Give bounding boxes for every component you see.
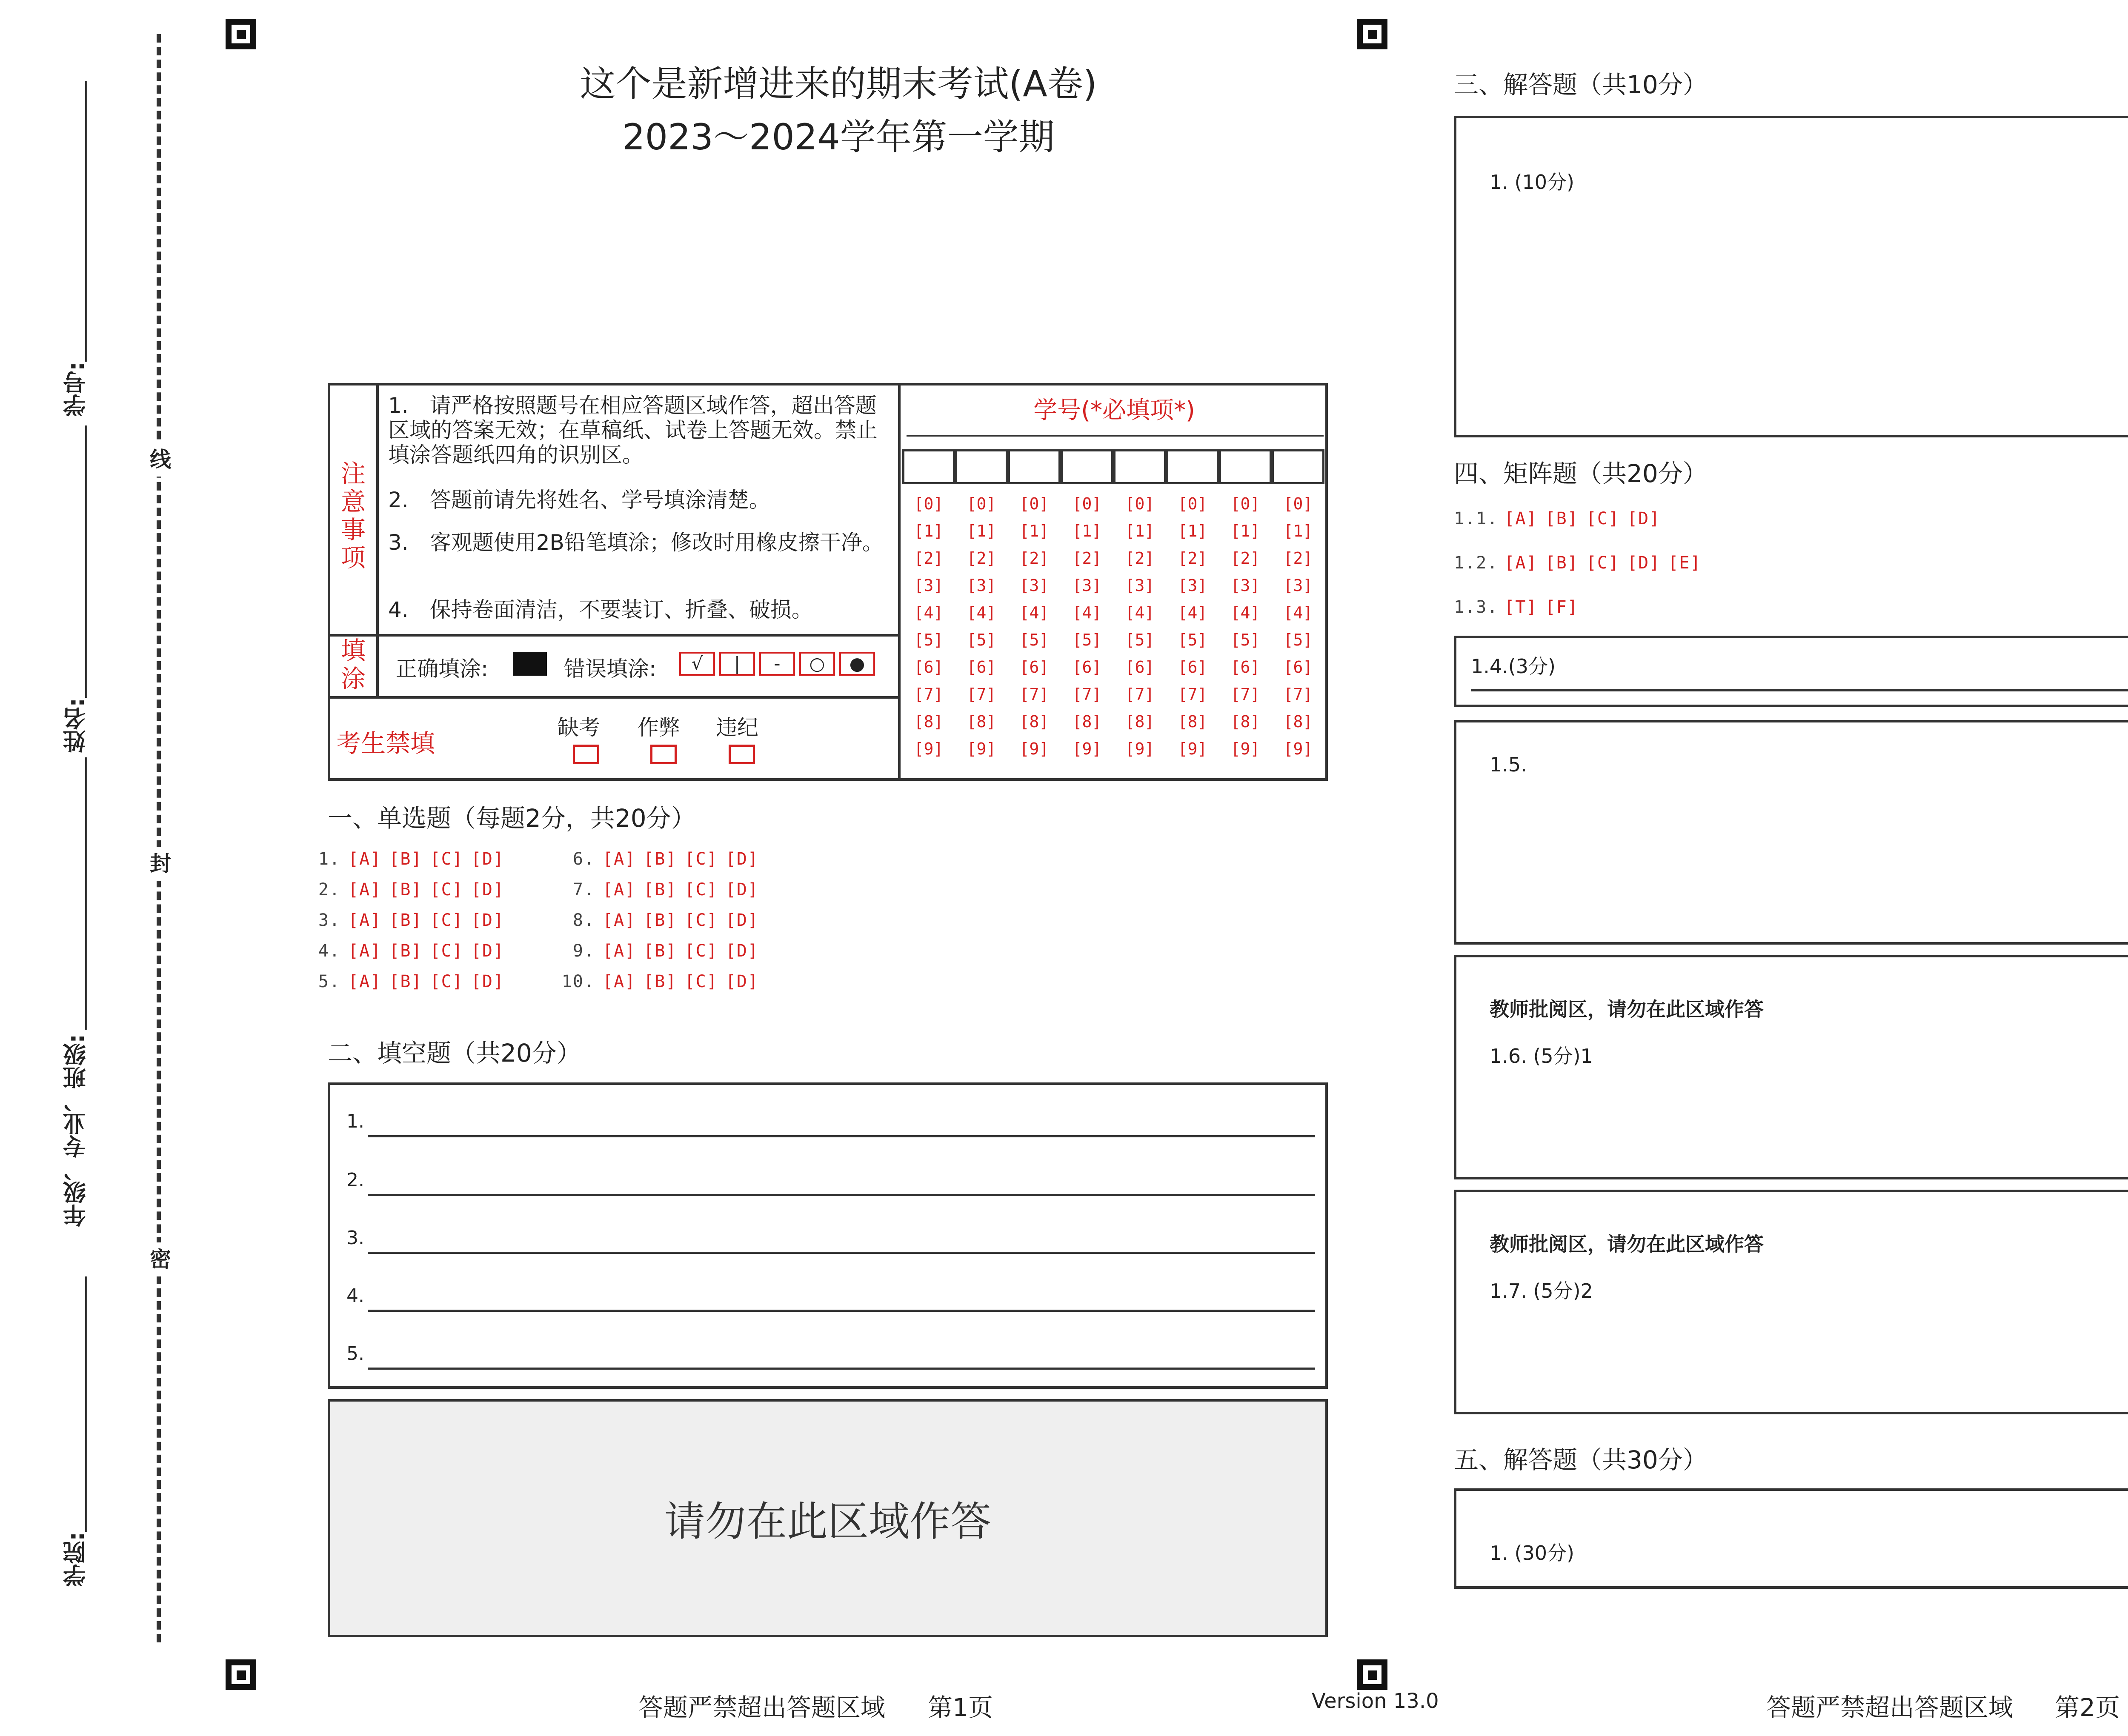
student-id-bubble[interactable]: [3] bbox=[1019, 576, 1049, 595]
student-id-bubble[interactable]: [3] bbox=[1283, 576, 1313, 595]
single-choice-option[interactable]: [C] bbox=[430, 941, 463, 961]
binding-mark-seal: 封 bbox=[150, 847, 169, 881]
student-id-bubble[interactable]: [4] bbox=[1283, 603, 1313, 622]
section3-q1-label: 1. (10分) bbox=[1490, 171, 1574, 194]
student-id-bubble[interactable]: [7] bbox=[1019, 685, 1049, 704]
single-choice-option[interactable]: [D] bbox=[471, 849, 504, 869]
student-id-digit-box[interactable] bbox=[902, 449, 955, 484]
student-id-bubble[interactable]: [6] bbox=[1230, 658, 1260, 677]
student-id-bubble-column bbox=[1166, 490, 1219, 762]
section5-q1-label: 1. (30分) bbox=[1490, 1542, 1574, 1565]
single-choice-option[interactable]: [D] bbox=[725, 941, 759, 961]
matrix-q1-1-option-d[interactable]: [D] bbox=[1627, 509, 1661, 528]
student-id-bubble[interactable]: [6] bbox=[1072, 658, 1102, 677]
single-choice-option[interactable]: [A] bbox=[348, 911, 382, 930]
single-choice-option[interactable]: [B] bbox=[389, 849, 423, 869]
student-id-field-label: 学号: bbox=[63, 362, 89, 417]
forbidden-cheat-label: 作弊 bbox=[638, 715, 680, 740]
single-choice-option[interactable]: [C] bbox=[430, 880, 463, 899]
blank-2-label: 2. bbox=[346, 1169, 364, 1191]
section5-title: 五、解答题（共30分） bbox=[1454, 1445, 1708, 1474]
college-field-line[interactable] bbox=[85, 1276, 87, 1532]
section3-answer-box[interactable] bbox=[1454, 116, 2128, 437]
student-id-bubble-column bbox=[1272, 490, 1324, 762]
class-field-label: 年级、专业、班级: bbox=[63, 1034, 89, 1227]
student-id-bubble[interactable]: [7] bbox=[967, 685, 996, 704]
footer-right-page: 第2页 bbox=[2055, 1693, 2120, 1722]
section3-title: 三、解答题（共10分） bbox=[1454, 70, 1708, 99]
matrix-q1-3-option-f[interactable]: [F] bbox=[1545, 597, 1579, 617]
forbidden-cheat-box[interactable] bbox=[650, 745, 677, 764]
matrix-q1-1-option-a[interactable]: [A] bbox=[1504, 509, 1538, 528]
notice-item-2: 2. 答题前请先将姓名、学号填涂清楚。 bbox=[388, 488, 770, 512]
student-id-bubble[interactable]: [2] bbox=[1019, 549, 1049, 568]
student-id-bubble[interactable]: [2] bbox=[967, 549, 996, 568]
student-id-bubble[interactable]: [0] bbox=[1178, 494, 1207, 513]
student-id-bubble[interactable]: [9] bbox=[914, 740, 944, 758]
single-choice-option[interactable]: [A] bbox=[603, 941, 636, 961]
version-text: Version 13.0 bbox=[1312, 1689, 1439, 1713]
single-choice-row bbox=[306, 941, 512, 961]
blank-4-label: 4. bbox=[346, 1285, 364, 1307]
student-id-bubble[interactable]: [9] bbox=[1230, 740, 1260, 758]
student-id-digit-box[interactable] bbox=[1008, 449, 1061, 484]
single-choice-number: 9. bbox=[572, 941, 595, 961]
blank-1-line[interactable] bbox=[368, 1135, 1315, 1137]
notice-item-1: 1. 请严格按照题号在相应答题区域作答，超出答题区域的答案无效；在草稿纸、试卷上答题无效。禁止填涂答题纸四角的识别区。 bbox=[388, 393, 878, 467]
student-id-digit-box[interactable] bbox=[1113, 449, 1166, 484]
single-choice-option[interactable]: [D] bbox=[725, 972, 759, 991]
fill-wrong-sample-5: ● bbox=[839, 652, 875, 676]
blank-2-line[interactable] bbox=[368, 1194, 1315, 1196]
matrix-q1-6-teacher-note: 教师批阅区，请勿在此区域作答 bbox=[1490, 998, 1764, 1021]
student-id-bubble[interactable]: [6] bbox=[1125, 658, 1155, 677]
section4-title: 四、矩阵题（共20分） bbox=[1454, 459, 1708, 488]
single-choice-option[interactable]: [B] bbox=[389, 911, 423, 930]
single-choice-option[interactable]: [B] bbox=[644, 911, 677, 930]
student-id-digit-box[interactable] bbox=[1272, 449, 1324, 484]
footer-left-page: 第1页 bbox=[928, 1693, 993, 1722]
matrix-q1-2-option-b[interactable]: [B] bbox=[1545, 553, 1579, 573]
single-choice-option[interactable]: [C] bbox=[430, 849, 463, 869]
matrix-q1-1-option-b[interactable]: [B] bbox=[1545, 509, 1579, 528]
matrix-q1-3-number: 1.3. bbox=[1454, 597, 1499, 617]
student-id-bubble[interactable]: [0] bbox=[1019, 494, 1049, 513]
single-choice-option[interactable]: [B] bbox=[644, 849, 677, 869]
student-id-bubble[interactable]: [0] bbox=[1072, 494, 1102, 513]
single-choice-option[interactable]: [C] bbox=[684, 849, 718, 869]
single-choice-option[interactable]: [D] bbox=[471, 941, 504, 961]
student-id-digit-box[interactable] bbox=[1061, 449, 1113, 484]
single-choice-option[interactable]: [B] bbox=[644, 972, 677, 991]
single-choice-row bbox=[306, 911, 512, 930]
single-choice-option[interactable]: [C] bbox=[430, 972, 463, 991]
student-id-bubble[interactable]: [8] bbox=[914, 712, 944, 731]
single-choice-option[interactable]: [B] bbox=[389, 880, 423, 899]
section2-title: 二、填空题（共20分） bbox=[328, 1039, 581, 1068]
matrix-q1-1-row bbox=[1454, 509, 1668, 528]
college-field-label: 学院: bbox=[63, 1532, 89, 1587]
fill-wrong-sample-4: ○ bbox=[799, 652, 835, 676]
student-id-bubble[interactable]: [7] bbox=[1125, 685, 1155, 704]
student-id-bubble[interactable]: [4] bbox=[1125, 603, 1155, 622]
forbidden-absent-label: 缺考 bbox=[558, 715, 600, 740]
student-id-bubble[interactable]: [7] bbox=[914, 685, 944, 704]
student-id-bubble[interactable]: [8] bbox=[967, 712, 996, 731]
binding-dashed-line bbox=[157, 34, 161, 1642]
matrix-q1-3-row bbox=[1454, 597, 1586, 617]
student-id-bubble[interactable]: [8] bbox=[1283, 712, 1313, 731]
forbidden-violation-box[interactable] bbox=[729, 745, 755, 764]
student-id-bubble[interactable]: [1] bbox=[967, 522, 996, 540]
matrix-q1-4-line[interactable] bbox=[1471, 689, 2128, 691]
single-choice-option[interactable]: [C] bbox=[684, 972, 718, 991]
single-choice-option[interactable]: [C] bbox=[684, 911, 718, 930]
student-id-bubble-column bbox=[1008, 490, 1061, 762]
student-id-bubble[interactable]: [5] bbox=[914, 631, 944, 649]
single-choice-number: 10. bbox=[561, 972, 595, 991]
single-choice-row bbox=[306, 849, 512, 869]
single-choice-option[interactable]: [A] bbox=[603, 972, 636, 991]
student-id-bubble[interactable]: [6] bbox=[1283, 658, 1313, 677]
single-choice-option[interactable]: [D] bbox=[725, 880, 759, 899]
notice-item-3: 3. 客观题使用2B铅笔填涂；修改时用橡皮擦干净。 bbox=[388, 530, 884, 555]
single-choice-row bbox=[548, 972, 767, 991]
student-id-digit-box[interactable] bbox=[1219, 449, 1272, 484]
no-answer-area-text: 请勿在此区域作答 bbox=[664, 1498, 991, 1545]
single-choice-row bbox=[548, 880, 767, 899]
student-id-bubble[interactable]: [3] bbox=[967, 576, 996, 595]
student-id-bubble[interactable]: [1] bbox=[1178, 522, 1207, 540]
blank-5-label: 5. bbox=[346, 1343, 364, 1365]
info-box-divider bbox=[898, 383, 901, 781]
single-choice-number: 1. bbox=[318, 849, 340, 869]
matrix-q1-2-option-e[interactable]: [E] bbox=[1668, 553, 1702, 573]
single-choice-option[interactable]: [B] bbox=[644, 880, 677, 899]
student-id-bubble[interactable]: [6] bbox=[1178, 658, 1207, 677]
matrix-q1-2-option-a[interactable]: [A] bbox=[1504, 553, 1538, 573]
info-row-divider-1 bbox=[328, 634, 901, 637]
section2-answer-box bbox=[328, 1082, 1328, 1389]
matrix-q1-7-teacher-note: 教师批阅区，请勿在此区域作答 bbox=[1490, 1233, 1764, 1256]
single-choice-number: 2. bbox=[318, 880, 340, 899]
single-choice-number: 5. bbox=[318, 972, 340, 991]
single-choice-row bbox=[548, 849, 767, 869]
student-id-bubble[interactable]: [9] bbox=[1178, 740, 1207, 758]
student-id-bubble[interactable]: [8] bbox=[1072, 712, 1102, 731]
student-id-bubble[interactable]: [5] bbox=[1019, 631, 1049, 649]
student-id-bubble[interactable]: [3] bbox=[914, 576, 944, 595]
single-choice-option[interactable]: [A] bbox=[603, 880, 636, 899]
student-id-bubble[interactable]: [0] bbox=[1125, 494, 1155, 513]
student-id-bubble[interactable]: [2] bbox=[1072, 549, 1102, 568]
student-id-bubble[interactable]: [5] bbox=[1125, 631, 1155, 649]
matrix-q1-5-box[interactable] bbox=[1454, 720, 2128, 945]
corner-marker-top-left bbox=[226, 19, 256, 49]
single-choice-option[interactable]: [B] bbox=[389, 941, 423, 961]
matrix-q1-2-option-d[interactable]: [D] bbox=[1627, 553, 1661, 573]
student-id-bubble[interactable]: [4] bbox=[1178, 603, 1207, 622]
student-id-bubble-column bbox=[1113, 490, 1166, 762]
student-id-digit-box[interactable] bbox=[1166, 449, 1219, 484]
student-id-bubble-column bbox=[1219, 490, 1272, 762]
single-choice-number: 8. bbox=[572, 911, 595, 930]
student-id-bubble[interactable]: [9] bbox=[1125, 740, 1155, 758]
student-id-bubble[interactable]: [1] bbox=[1019, 522, 1049, 540]
single-choice-option[interactable]: [C] bbox=[684, 880, 718, 899]
single-choice-number: 7. bbox=[572, 880, 595, 899]
single-choice-option[interactable]: [D] bbox=[471, 911, 504, 930]
exam-title: 这个是新增进来的期末考试(A卷) bbox=[580, 63, 1097, 105]
blank-3-label: 3. bbox=[346, 1227, 364, 1249]
single-choice-option[interactable]: [B] bbox=[644, 941, 677, 961]
single-choice-option[interactable]: [A] bbox=[603, 849, 636, 869]
student-id-bubble[interactable]: [1] bbox=[1125, 522, 1155, 540]
student-id-bubble[interactable]: [0] bbox=[914, 494, 944, 513]
matrix-q1-1-number: 1.1. bbox=[1454, 509, 1499, 528]
student-id-bubble[interactable]: [4] bbox=[1072, 603, 1102, 622]
matrix-q1-2-number: 1.2. bbox=[1454, 553, 1499, 573]
student-id-bubble[interactable]: [0] bbox=[967, 494, 996, 513]
single-choice-row bbox=[548, 911, 767, 930]
single-choice-option[interactable]: [D] bbox=[725, 849, 759, 869]
corner-marker-bottom-left bbox=[226, 1659, 256, 1690]
student-id-bubble[interactable]: [4] bbox=[1019, 603, 1049, 622]
matrix-q1-5-label: 1.5. bbox=[1490, 753, 1527, 776]
student-id-bubble[interactable]: [7] bbox=[1230, 685, 1260, 704]
matrix-q1-3-option-t[interactable]: [T] bbox=[1504, 597, 1538, 617]
single-choice-row bbox=[306, 972, 512, 991]
fill-wrong-label: 错误填涂: bbox=[564, 657, 656, 681]
student-id-bubble[interactable]: [2] bbox=[1230, 549, 1260, 568]
student-id-bubble[interactable]: [4] bbox=[967, 603, 996, 622]
student-id-bubble[interactable]: [8] bbox=[1178, 712, 1207, 731]
student-id-bubble[interactable]: [5] bbox=[1072, 631, 1102, 649]
student-id-bubble[interactable]: [5] bbox=[1283, 631, 1313, 649]
forbidden-violation-label: 违纪 bbox=[716, 715, 758, 740]
name-field-line[interactable] bbox=[85, 425, 87, 698]
student-id-bubble-column bbox=[1061, 490, 1113, 762]
student-id-bubble[interactable]: [7] bbox=[1178, 685, 1207, 704]
matrix-q1-2-option-c[interactable]: [C] bbox=[1586, 553, 1620, 573]
fill-label: 填涂 bbox=[340, 636, 366, 693]
single-choice-row bbox=[548, 941, 767, 961]
single-choice-number: 4. bbox=[318, 941, 340, 961]
binding-mark-secret: 密 bbox=[150, 1242, 169, 1276]
single-choice-option[interactable]: [D] bbox=[471, 880, 504, 899]
name-field-label: 姓名: bbox=[63, 698, 89, 753]
single-choice-row bbox=[306, 880, 512, 899]
student-id-bubble[interactable]: [4] bbox=[1230, 603, 1260, 622]
student-id-bubble[interactable]: [2] bbox=[1178, 549, 1207, 568]
matrix-q1-6-label: 1.6. (5分)1 bbox=[1490, 1045, 1593, 1068]
student-id-bubble[interactable]: [3] bbox=[1125, 576, 1155, 595]
notice-item-4: 4. 保持卷面清洁，不要装订、折叠、破损。 bbox=[388, 597, 813, 622]
single-choice-number: 3. bbox=[318, 911, 340, 930]
student-id-bubble[interactable]: [8] bbox=[1125, 712, 1155, 731]
class-field-line[interactable] bbox=[85, 757, 87, 1030]
single-choice-option[interactable]: [A] bbox=[348, 849, 382, 869]
student-id-bubble[interactable]: [0] bbox=[1283, 494, 1313, 513]
student-id-bubble[interactable]: [1] bbox=[1230, 522, 1260, 540]
student-id-bubble[interactable]: [9] bbox=[1019, 740, 1049, 758]
student-id-title: 学号(*必填项*) bbox=[1033, 397, 1195, 424]
single-choice-option[interactable]: [C] bbox=[430, 911, 463, 930]
matrix-q1-1-option-c[interactable]: [C] bbox=[1586, 509, 1620, 528]
exam-term: 2023～2024学年第一学期 bbox=[622, 116, 1055, 158]
footer-right-text: 答题严禁超出答题区域 bbox=[1766, 1693, 2014, 1722]
footer-left-text: 答题严禁超出答题区域 bbox=[638, 1693, 886, 1722]
matrix-q1-2-row bbox=[1454, 553, 1709, 573]
student-id-bubble[interactable]: [8] bbox=[1230, 712, 1260, 731]
fill-correct-sample bbox=[513, 652, 547, 676]
matrix-q1-7-label: 1.7. (5分)2 bbox=[1490, 1279, 1593, 1302]
student-id-bubble[interactable]: [4] bbox=[914, 603, 944, 622]
single-choice-option[interactable]: [C] bbox=[684, 941, 718, 961]
student-id-bubble[interactable]: [3] bbox=[1178, 576, 1207, 595]
student-id-bubble[interactable]: [2] bbox=[914, 549, 944, 568]
student-id-bubble[interactable]: [1] bbox=[914, 522, 944, 540]
student-id-bubble[interactable]: [5] bbox=[1230, 631, 1260, 649]
single-choice-option[interactable]: [B] bbox=[389, 972, 423, 991]
student-id-bubble[interactable]: [9] bbox=[1283, 740, 1313, 758]
single-choice-option[interactable]: [A] bbox=[348, 972, 382, 991]
student-id-bubble[interactable]: [6] bbox=[967, 658, 996, 677]
student-id-digit-box[interactable] bbox=[955, 449, 1008, 484]
single-choice-option[interactable]: [D] bbox=[725, 911, 759, 930]
notice-label: 注意事项 bbox=[340, 459, 366, 572]
student-id-title-underline bbox=[907, 435, 1324, 437]
student-id-bubble-column bbox=[902, 490, 955, 762]
blank-1-label: 1. bbox=[346, 1111, 364, 1132]
student-id-bubble[interactable]: [2] bbox=[1125, 549, 1155, 568]
single-choice-number: 6. bbox=[572, 849, 595, 869]
blank-5-line[interactable] bbox=[368, 1368, 1315, 1370]
student-id-bubble[interactable]: [9] bbox=[1072, 740, 1102, 758]
single-choice-option[interactable]: [A] bbox=[603, 911, 636, 930]
section1-title: 一、单选题（每题2分，共20分） bbox=[328, 804, 696, 833]
single-choice-option[interactable]: [D] bbox=[471, 972, 504, 991]
fill-correct-label: 正确填涂: bbox=[396, 657, 488, 681]
forbidden-label: 考生禁填 bbox=[336, 729, 435, 758]
student-id-bubble[interactable]: [6] bbox=[914, 658, 944, 677]
single-choice-option[interactable]: [A] bbox=[348, 880, 382, 899]
student-id-bubble[interactable]: [5] bbox=[967, 631, 996, 649]
student-id-bubble[interactable]: [5] bbox=[1178, 631, 1207, 649]
fill-wrong-sample-3: - bbox=[759, 652, 795, 676]
corner-marker-top-center bbox=[1357, 19, 1387, 49]
student-id-bubble[interactable]: [7] bbox=[1072, 685, 1102, 704]
single-choice-option[interactable]: [A] bbox=[348, 941, 382, 961]
student-id-bubble-column bbox=[955, 490, 1008, 762]
student-id-bubble[interactable]: [1] bbox=[1283, 522, 1313, 540]
fill-wrong-sample-2: | bbox=[719, 652, 755, 676]
student-id-bubble[interactable]: [7] bbox=[1283, 685, 1313, 704]
student-id-bubble[interactable]: [6] bbox=[1019, 658, 1049, 677]
corner-marker-bottom-center bbox=[1357, 1659, 1387, 1690]
matrix-q1-4-label: 1.4.(3分) bbox=[1471, 655, 1556, 678]
binding-mark-line: 线 bbox=[150, 443, 169, 477]
blank-3-line[interactable] bbox=[368, 1252, 1315, 1254]
student-id-bubble[interactable]: [1] bbox=[1072, 522, 1102, 540]
blank-4-line[interactable] bbox=[368, 1310, 1315, 1312]
student-id-bubble[interactable]: [8] bbox=[1019, 712, 1049, 731]
info-row-divider-2 bbox=[328, 696, 901, 699]
info-col-divider bbox=[376, 383, 379, 699]
student-id-bubble[interactable]: [3] bbox=[1072, 576, 1102, 595]
student-id-bubble[interactable]: [0] bbox=[1230, 494, 1260, 513]
student-id-bubble[interactable]: [2] bbox=[1283, 549, 1313, 568]
student-id-bubble[interactable]: [9] bbox=[967, 740, 996, 758]
student-id-field-line[interactable] bbox=[85, 81, 87, 362]
forbidden-absent-box[interactable] bbox=[573, 745, 599, 764]
student-id-bubble[interactable]: [3] bbox=[1230, 576, 1260, 595]
fill-wrong-sample-1: √ bbox=[679, 652, 715, 676]
